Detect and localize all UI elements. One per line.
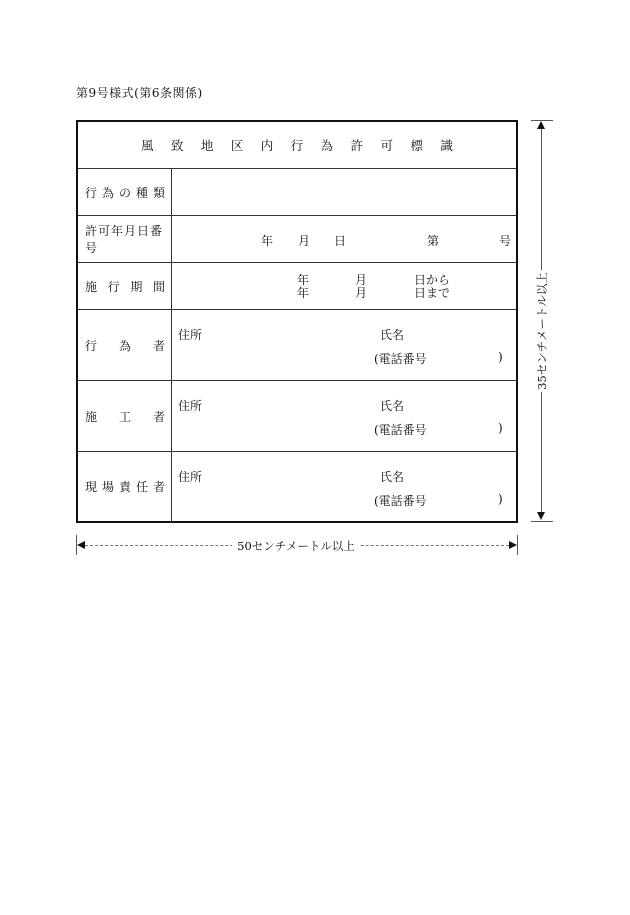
sign-title	[141, 136, 453, 154]
row-site-manager	[78, 452, 516, 521]
label-actor	[78, 310, 172, 380]
label-text: 許可年月日番号	[85, 224, 164, 255]
permit-number-suffix: 号	[499, 234, 512, 248]
label-site-manager	[78, 452, 172, 521]
label-char: の	[118, 185, 131, 200]
builder-name: 氏名	[380, 399, 405, 413]
label-char: 工	[118, 409, 131, 424]
permit-year: 年	[261, 234, 274, 248]
site-manager-phone: (電話番号	[374, 494, 427, 508]
arrow-right-icon	[509, 541, 517, 549]
label-char: 現	[85, 480, 98, 494]
builder-phone-close: )	[498, 421, 503, 435]
actor-phone-close: )	[498, 350, 503, 364]
label-char: 為	[101, 185, 114, 200]
label-char: 行	[107, 279, 120, 294]
site-manager-phone-close: )	[498, 492, 503, 506]
period-end-month: 月	[355, 286, 368, 300]
sign-frame	[76, 120, 518, 523]
sign-title-char: 致	[170, 138, 184, 153]
label-permit-date-number	[78, 216, 172, 262]
row-construction-period	[78, 263, 516, 310]
width-dimension-right-tick	[517, 535, 518, 555]
sign-title-char: 内	[260, 138, 274, 153]
actor-name: 氏名	[380, 328, 405, 342]
arrow-up-icon	[537, 121, 545, 129]
label-char: 施	[85, 409, 98, 424]
sign-title-char: 為	[320, 138, 334, 153]
label-char: 場	[101, 480, 114, 494]
actor-phone: (電話番号	[374, 352, 427, 366]
site-manager-address: 住所	[178, 470, 203, 484]
actor-address: 住所	[178, 328, 203, 342]
width-dimension-label: 50センチメートル以上	[232, 538, 360, 554]
label-activity-kind	[78, 169, 172, 215]
sign-title-char: 許	[350, 138, 364, 153]
permit-day: 日	[334, 234, 347, 248]
sign-title-char: 風	[141, 138, 154, 153]
label-char: 為	[118, 338, 131, 353]
label-char: 間	[152, 279, 165, 294]
row-builder	[78, 381, 516, 452]
period-end-year: 年	[297, 286, 310, 300]
sign-title-row	[78, 122, 516, 169]
label-char: 種	[135, 185, 148, 200]
label-char: 行	[85, 185, 98, 200]
row-permit-date-number	[78, 216, 516, 263]
period-end-suffix: 日まで	[414, 286, 451, 300]
sign-title-char: 行	[290, 138, 304, 153]
label-char: 者	[152, 338, 165, 353]
label-builder	[78, 381, 172, 451]
builder-address: 住所	[178, 399, 203, 413]
sign-title-char: 地	[200, 138, 214, 153]
height-dimension-label: 35センチメートル以上	[534, 270, 550, 392]
label-char: 類	[152, 185, 165, 200]
height-dimension-bottom-tick	[531, 521, 553, 522]
sign-title-char: 標	[410, 138, 423, 153]
label-char: 期	[130, 279, 143, 294]
permit-month: 月	[298, 234, 311, 248]
row-activity-kind	[78, 169, 516, 216]
sign-title-char: 識	[440, 138, 453, 153]
arrow-left-icon	[77, 541, 85, 549]
period-start-month: 月	[355, 273, 368, 287]
label-construction-period	[78, 263, 172, 309]
label-char: 施	[85, 279, 98, 294]
site-manager-name: 氏名	[380, 470, 405, 484]
label-char: 者	[152, 409, 165, 424]
label-char: 責	[118, 480, 131, 494]
sign-title-char: 区	[230, 138, 244, 153]
label-char: 者	[152, 480, 165, 494]
period-start-year: 年	[297, 273, 310, 287]
sign-title-char: 可	[380, 138, 394, 153]
period-start-suffix: 日から	[414, 273, 451, 287]
permit-number-prefix: 第	[427, 234, 440, 248]
label-char: 行	[85, 338, 98, 353]
form-number: 第9号様式(第6条関係)	[76, 86, 203, 100]
row-actor	[78, 310, 516, 381]
builder-phone: (電話番号	[374, 423, 427, 437]
arrow-down-icon	[537, 512, 545, 520]
label-char: 任	[135, 480, 148, 494]
